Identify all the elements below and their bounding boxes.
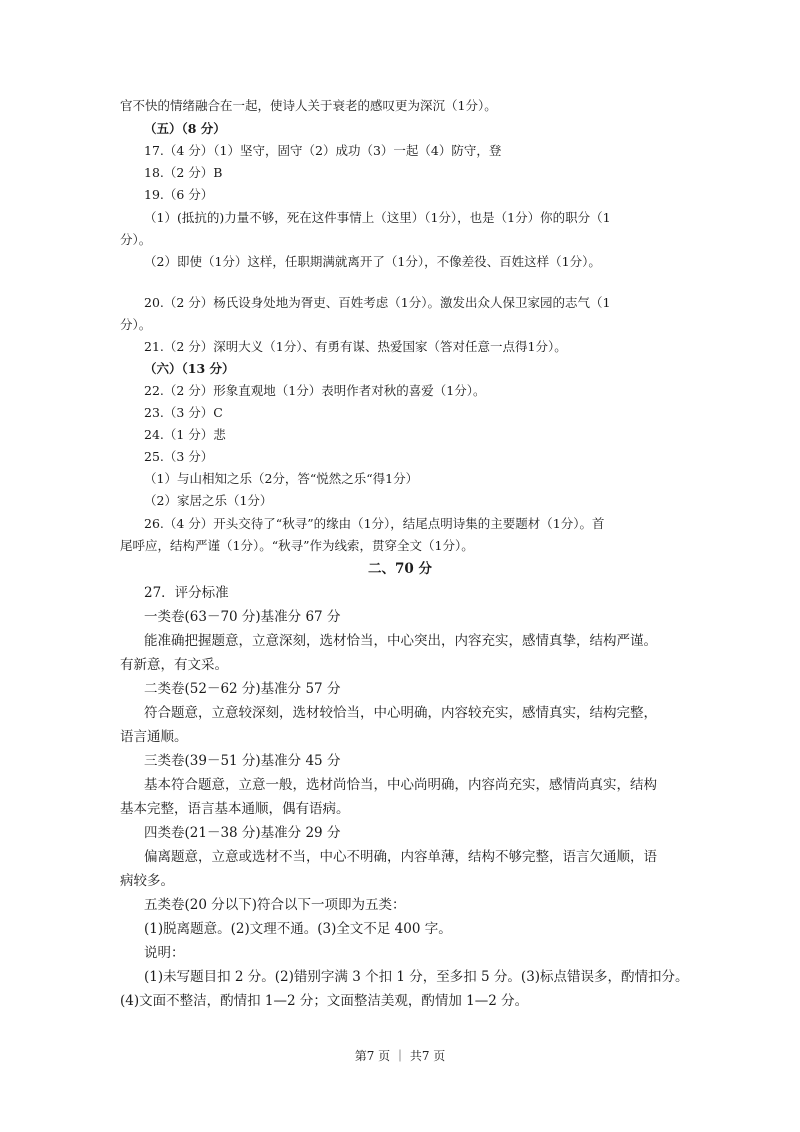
- answer-line: 19.（6 分）: [144, 187, 214, 202]
- text-line: 官不快的情绪融合在一起，使诗人关于衰老的感叹更为深沉（1分）。: [120, 98, 497, 113]
- text-line: 符合题意，立意较深刻，选材较恰当，中心明确，内容较充实，感情真实，结构完整，: [144, 705, 657, 721]
- text-line: 四类卷(21－38 分)基准分 29 分: [144, 825, 341, 841]
- answer-line: 分）。: [120, 232, 152, 247]
- text-line: 27．评分标准: [144, 585, 229, 601]
- section-heading: （五）（8 分）: [144, 121, 226, 136]
- text-line: 有新意，有文采。: [120, 657, 228, 673]
- answer-line: （1）(抵抗的)力量不够，死在这件事情上（这里）（1分），也是（1分）你的职分（1: [144, 210, 611, 225]
- text-line: 三类卷(39－51 分)基准分 45 分: [144, 753, 341, 769]
- answer-line: 21.（2 分）深明大义（1分）、有勇有谋、热爱国家（答对任意一点得1分）。: [144, 339, 567, 354]
- text-line: 基本完整，语言基本通顺，偶有语病。: [120, 801, 350, 817]
- text-line: (4)文面不整洁，酌情扣 1—2 分；文面整洁美观，酌情加 1—2 分。: [120, 993, 529, 1009]
- answer-line: （2）家居之乐（1分）: [144, 493, 273, 508]
- answer-line: 17.（4 分）（1）坚守，固守（2）成功（3）一起（4）防守，登: [144, 143, 502, 158]
- answer-line: 20.（2 分）杨氏设身处地为胥吏、百姓考虑（1分）。激发出众人保卫家园的志气（1: [144, 295, 611, 310]
- answer-line: 25.（3 分）: [144, 449, 214, 464]
- text-line: 五类卷(20 分以下)符合以下一项即为五类：: [144, 897, 406, 913]
- part-heading: 二、70 分: [368, 561, 432, 577]
- answer-line: （2）即使（1分）这样，任职期满就离开了（1分），不像差役、百姓这样（1分）。: [144, 254, 601, 269]
- answer-line: 22.（2 分）形象直观地（1分）表明作者对秋的喜爱（1分）。: [144, 383, 486, 398]
- text-line: 病较多。: [120, 873, 174, 889]
- text-line: 说明：: [144, 945, 185, 961]
- answer-line: 分）。: [120, 317, 152, 332]
- answer-line: （1）与山相知之乐（2分，答“悦然之乐“得1分）: [144, 471, 419, 486]
- text-line: (1)脱离题意。(2)文理不通。(3)全文不足 400 字。: [144, 921, 452, 937]
- text-line: 二类卷(52－62 分)基准分 57 分: [144, 681, 341, 697]
- answer-line: 23.（3 分）C: [144, 405, 223, 420]
- text-line: (1)未写题目扣 2 分。(2)错别字满 3 个扣 1 分，至多扣 5 分。(3)标点错误多，酌情扣分。: [144, 969, 689, 985]
- text-line: 基本符合题意，立意一般，选材尚恰当，中心尚明确，内容尚充实，感情尚真实，结构: [144, 777, 657, 793]
- section-heading: （六）（13 分）: [144, 361, 235, 376]
- answer-line: 26.（4 分）开头交待了“秋寻”的缘由（1分），结尾点明诗集的主要题材（1分）。首: [144, 516, 605, 531]
- text-line: 语言通顺。: [120, 729, 188, 745]
- text-line: 能准确把握题意，立意深刻，选材恰当，中心突出，内容充实，感情真挚，结构严谨。: [144, 633, 657, 649]
- text-line: 一类卷(63－70 分)基准分 67 分: [144, 609, 341, 625]
- answer-line: 尾呼应，结构严谨（1分）。“秋寻”作为线索，贯穿全文（1分）。: [120, 538, 474, 553]
- answer-line: 18.（2 分）B: [144, 165, 223, 180]
- answer-line: 24.（1 分）悲: [144, 427, 226, 442]
- page-footer: 第7 页 ｜ 共7 页: [354, 1049, 446, 1063]
- text-line: 偏离题意，立意或选材不当，中心不明确，内容单薄，结构不够完整，语言欠通顺，语: [144, 849, 657, 865]
